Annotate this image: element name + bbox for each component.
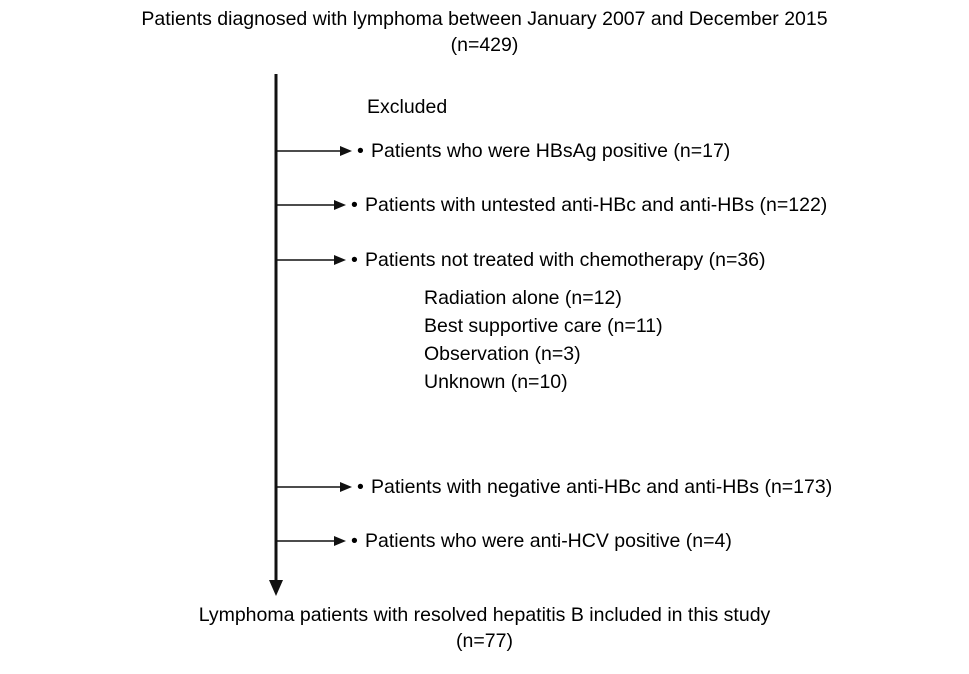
exclusion-item-label: Patients with negative anti-HBc and anti-HBs (n=173) <box>371 476 833 498</box>
exclusion-item-hbsag <box>357 139 730 164</box>
bullet-icon: • <box>351 249 358 271</box>
top-node-title: Patients diagnosed with lymphoma between January 2007 and December 2015 <box>141 8 828 30</box>
exclusion-item-no-chemo <box>351 248 766 273</box>
excluded-heading: Excluded <box>367 96 448 118</box>
exclusion-item-label: Patients not treated with chemotherapy (n=36) <box>365 249 766 271</box>
exclusion-item-label: Patients with untested anti-HBc and anti-HBs (n=122) <box>365 194 828 216</box>
exclusion-item-label: Patients who were HBsAg positive (n=17) <box>371 140 731 162</box>
sublist-item-observation: Observation (n=3) <box>424 343 581 365</box>
sublist-item-supportive-care: Best supportive care (n=11) <box>424 315 663 337</box>
exclusion-item-untested <box>351 193 827 218</box>
bottom-node-count: (n=77) <box>456 630 513 652</box>
top-node-count: (n=429) <box>450 34 519 56</box>
exclusion-item-hcv-positive <box>351 529 732 554</box>
bullet-icon: • <box>351 194 358 216</box>
exclusion-item-negative-serology <box>357 475 832 500</box>
bullet-icon: • <box>357 140 364 162</box>
bottom-node-title: Lymphoma patients with resolved hepatitis B included in this study <box>198 604 771 626</box>
chemo-sublist <box>424 284 663 396</box>
bullet-icon: • <box>357 476 364 498</box>
sublist-item-radiation: Radiation alone (n=12) <box>424 287 622 309</box>
exclusion-item-label: Patients who were anti-HCV positive (n=4) <box>365 530 732 552</box>
sublist-item-unknown: Unknown (n=10) <box>424 371 568 393</box>
bullet-icon: • <box>351 530 358 552</box>
bottom-node <box>0 602 969 654</box>
